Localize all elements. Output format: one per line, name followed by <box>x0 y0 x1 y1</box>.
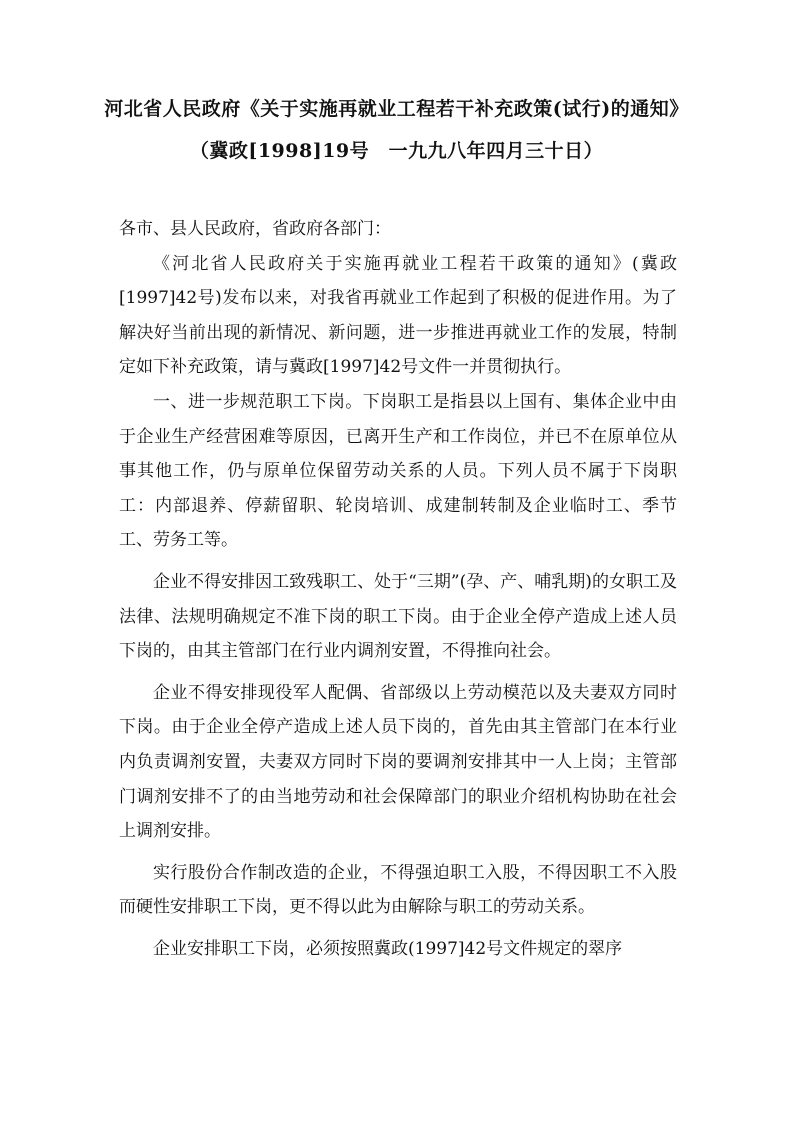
document-body <box>119 212 677 966</box>
document-title: 河北省人民政府《关于实施再就业工程若干补充政策(试行)的通知》 <box>104 98 689 120</box>
paragraph-military-spouse: 企业不得安排现役军人配偶、省部级以上劳动模范以及夫妻双方同时下岗。由于企业全停产造成上述人员下岗的，首先由其主管部门在本行业内负责调剂安置，夫妻双方同时下岗的要调剂安排其中一人上岗；主管部门调剂安排不了的由当地劳动和社会保障部门的职业介绍机构协助在社会上调剂安排。 <box>119 682 677 842</box>
document-subtitle: （冀政[1998]19号 一九九八年四月三十日） <box>189 140 604 162</box>
salutation: 各市、县人民政府，省政府各部门： <box>119 219 391 239</box>
paragraph-three-periods: 企业不得安排因工致残职工、处于“三期”(孕、产、哺乳期)的女职工及法律、法规明确规定不准下岗的职工下岗。由于企业全停产造成上述人员下岗的，由其主管部门在行业内调剂安置，不得推向社会。 <box>119 571 677 662</box>
paragraph-shareholding: 实行股份合作制改造的企业，不得强迫职工入股，不得因职工不入股而硬性安排职工下岗，更不得以此为由解除与职工的劳动关系。 <box>119 862 677 918</box>
paragraph-layoff-procedure: 企业安排职工下岗，必须按照冀政(1997]42号文件规定的翠序 <box>153 938 623 959</box>
paragraph-intro: 《河北省人民政府关于实施再就业工程若干政策的通知》(冀政[1997]42号)发布以来，对我省再就业工作起到了积极的促进作用。为了解决好当前出现的新情况、新问题，进一步推进再就业工作的发展，特制定如下补充政策，请与冀政[1997]42号文件一并贯彻执行。 <box>119 253 677 378</box>
paragraph-section-1: 一、进一步规范职工下岗。下岗职工是指县以上国有、集体企业中由于企业生产经营困难等原因，已离开生产和工作岗位，并已不在原单位从事其他工作，仍与原单位保留劳动关系的人员。下列人员不属于下岗职工：内部退养、停薪留职、轮岗培训、成建制转制及企业临时工、季节工、劳务工等。 <box>119 391 677 551</box>
